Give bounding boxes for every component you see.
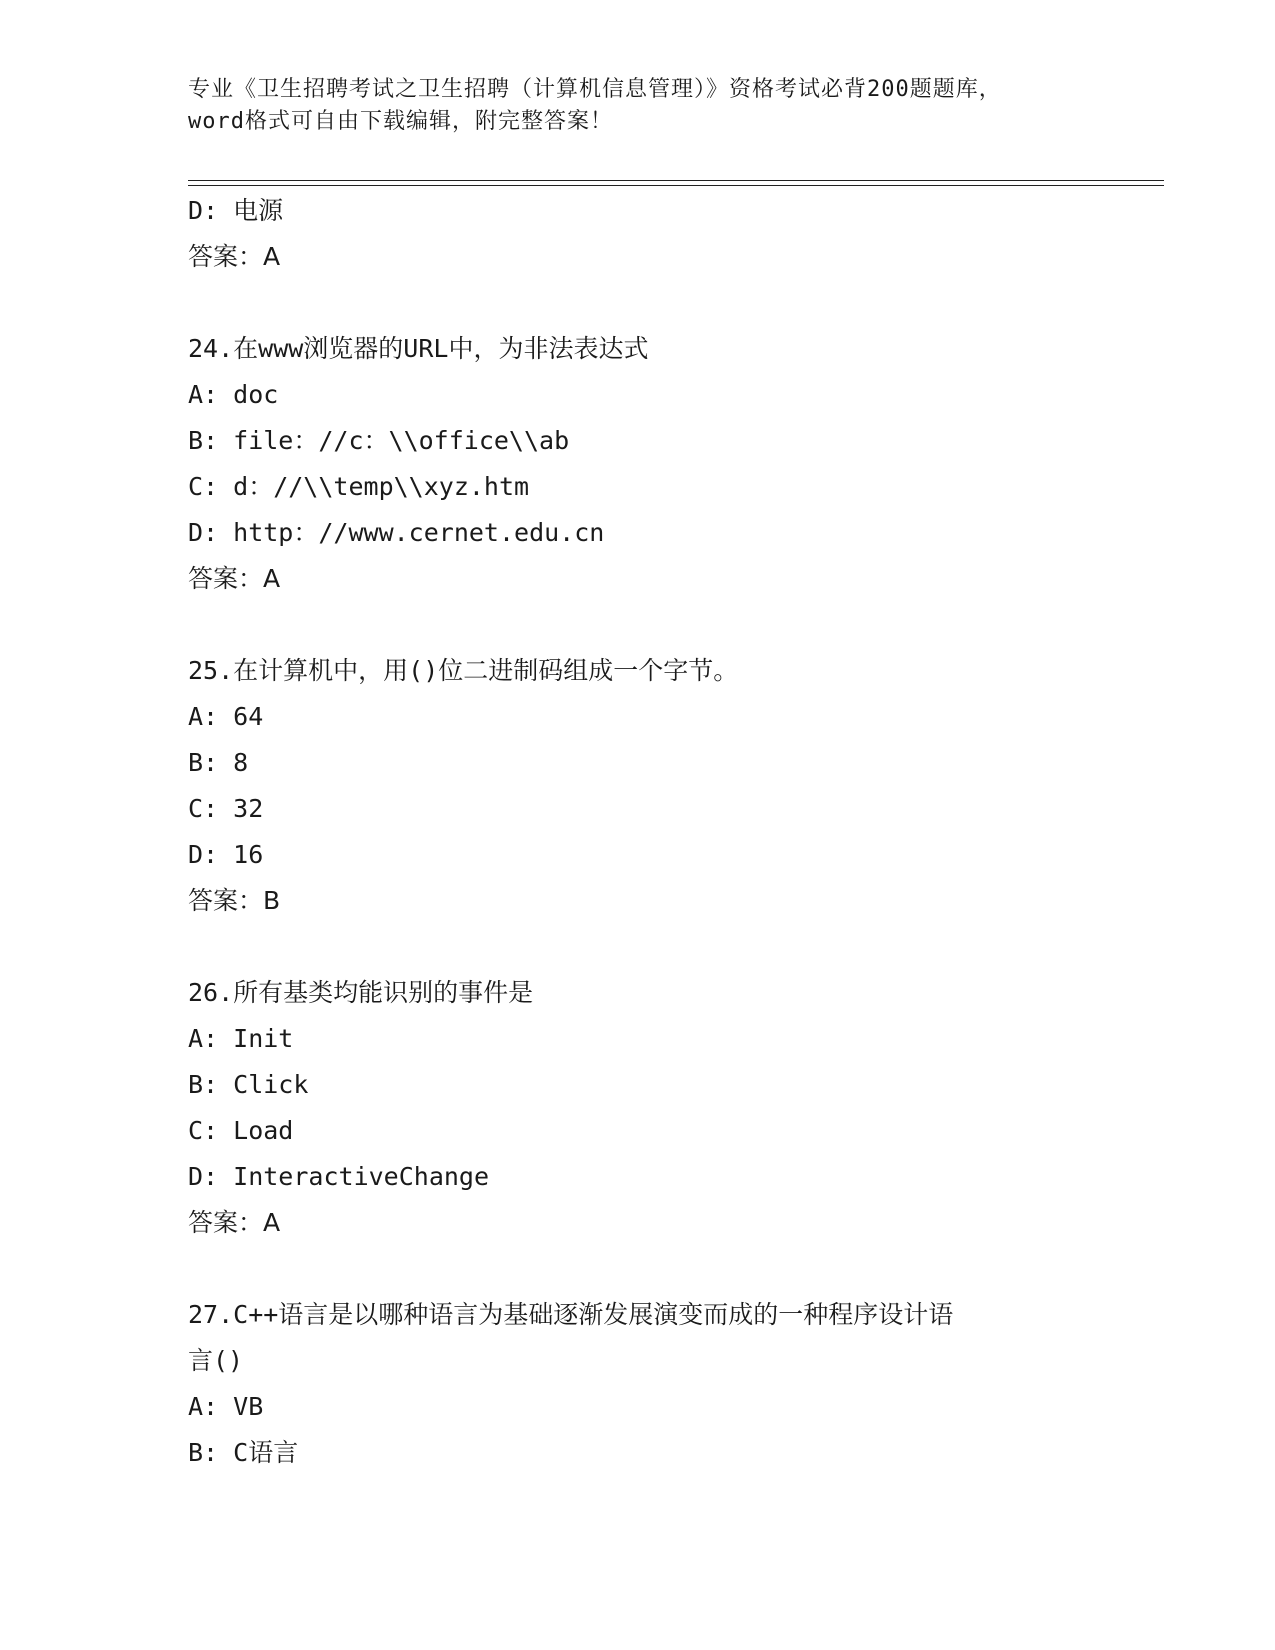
question-stem-line-1: 27.C++语言是以哪种语言为基础逐渐发展演变而成的一种程序设计语	[188, 1300, 954, 1329]
answer-line: 答案：A	[188, 242, 281, 271]
question-stem-line-2: 言()	[188, 1346, 244, 1375]
answer-line: 答案：A	[188, 564, 281, 593]
option-b: B: Click	[188, 1070, 309, 1099]
option-d: D: http：//www.cernet.edu.cn	[188, 518, 605, 547]
spacer	[188, 280, 1088, 326]
answer-line: 答案：B	[188, 886, 281, 915]
option-d: D: InteractiveChange	[188, 1162, 490, 1191]
option-b: B: file：//c：\\office\\ab	[188, 426, 570, 455]
question-stem: 26.所有基类均能识别的事件是	[188, 978, 534, 1007]
question-stem: 25.在计算机中，用()位二进制码组成一个字节。	[188, 656, 739, 685]
document-header	[188, 74, 1088, 138]
option-a: A: 64	[188, 702, 264, 731]
question-list	[188, 188, 1088, 1476]
option-c: C: Load	[188, 1116, 294, 1145]
header-divider-bottom	[188, 185, 1164, 186]
option-a: A: doc	[188, 380, 279, 409]
question-stem: 24.在www浏览器的URL中，为非法表达式	[188, 334, 649, 363]
option-b: B: C语言	[188, 1438, 299, 1467]
spacer	[188, 602, 1088, 648]
option-a: A: VB	[188, 1392, 264, 1421]
option-d: D: 16	[188, 840, 264, 869]
option-c: C: d：//\\temp\\xyz.htm	[188, 472, 530, 501]
option-a: A: Init	[188, 1024, 294, 1053]
header-line-2: word格式可自由下载编辑，附完整答案！	[188, 109, 613, 134]
option-d: D: 电源	[188, 196, 284, 225]
answer-line: 答案：A	[188, 1208, 281, 1237]
spacer	[188, 1246, 1088, 1292]
header-divider-top	[188, 180, 1164, 181]
header-line-1: 专业《卫生招聘考试之卫生招聘（计算机信息管理）》资格考试必背200题题库，	[188, 77, 1002, 102]
option-c: C: 32	[188, 794, 264, 823]
spacer	[188, 924, 1088, 970]
option-b: B: 8	[188, 748, 249, 777]
